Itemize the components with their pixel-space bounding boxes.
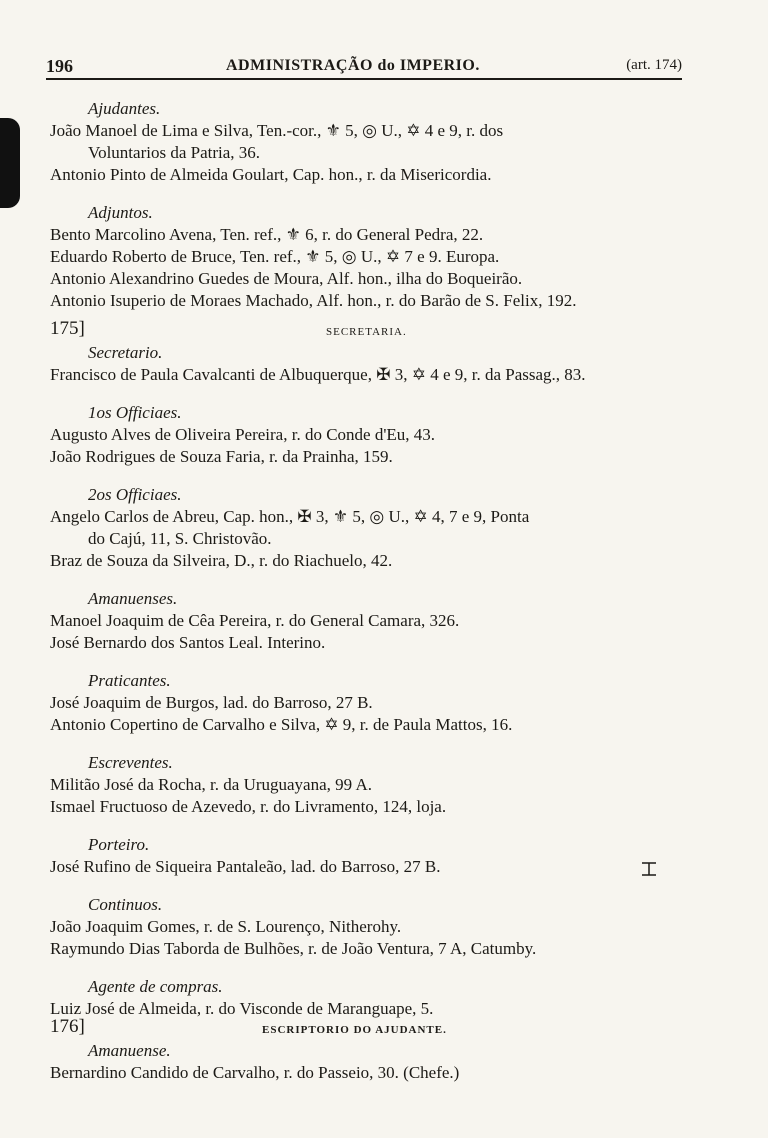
section-number xyxy=(50,1016,85,1038)
heading-continuos: Continuos. xyxy=(88,895,163,914)
entry-line: José Rufino de Siqueira Pantaleão, lad. do Barroso, 27 B. xyxy=(50,857,441,876)
section-number-175: 175] xyxy=(50,318,85,339)
entry-line: Antonio Pinto de Almeida Goulart, Cap. hon., r. da Misericordia. xyxy=(50,165,492,184)
heading-praticantes: Praticantes. xyxy=(88,671,171,690)
entry-line: Voluntarios da Patria, 36. xyxy=(88,143,261,162)
entry-line: João Joaquim Gomes, r. de S. Lourenço, Nitherohy. xyxy=(50,917,402,936)
heading-officiaes-2: 2os Officiaes. xyxy=(88,485,182,504)
section-title-secretaria: SECRETARIA. xyxy=(326,326,407,338)
section-number-176: 176] xyxy=(50,1016,85,1037)
page-number: 196 xyxy=(46,56,73,76)
entry-line: Bernardino Candido de Carvalho, r. do Passeio, 30. (Chefe.) xyxy=(50,1063,460,1082)
entry-line: do Cajú, 11, S. Christovão. xyxy=(88,529,272,548)
entry-line: Antonio Copertino de Carvalho e Silva, ✡ 9, r. de Paula Mattos, 16. xyxy=(50,715,513,734)
entry-line: Raymundo Dias Taborda de Bulhões, r. de João Ventura, 7 A, Catumby. xyxy=(50,939,537,958)
entry-line: José Joaquim de Burgos, lad. do Barroso, 27 B. xyxy=(50,693,373,712)
section-number xyxy=(50,318,85,340)
entry-line: Braz de Souza da Silveira, D., r. do Riachuelo, 42. xyxy=(50,551,393,570)
heading-porteiro: Porteiro. xyxy=(88,835,150,854)
running-title: ADMINISTRAÇÃO do IMPERIO. xyxy=(226,57,480,74)
entry-line: Bento Marcolino Avena, Ten. ref., ⚜ 6, r. do General Pedra, 22. xyxy=(50,225,484,244)
entry-line: Augusto Alves de Oliveira Pereira, r. do Conde d'Eu, 43. xyxy=(50,425,436,444)
entry-line: Ismael Fructuoso de Azevedo, r. do Livramento, 124, loja. xyxy=(50,797,447,816)
binding-shadow xyxy=(0,118,20,208)
entry-line: João Rodrigues de Souza Faria, r. da Prainha, 159. xyxy=(50,447,393,466)
heading-secretario: Secretario. xyxy=(88,343,163,362)
page-header xyxy=(46,52,682,80)
printer-mark-icon xyxy=(640,860,658,878)
heading-adjuntos: Adjuntos. xyxy=(88,203,153,222)
heading-ajudantes: Ajudantes. xyxy=(88,99,161,118)
entry-line: Angelo Carlos de Abreu, Cap. hon., ✠ 3, ⚜ 5, ◎ U., ✡ 4, 7 e 9, Ponta xyxy=(50,507,530,526)
article-reference: (art. 174) xyxy=(626,57,682,73)
section-title-escriptorio: ESCRIPTORIO DO AJUDANTE. xyxy=(262,1024,447,1036)
heading-agente-de-compras: Agente de compras. xyxy=(88,977,223,996)
heading-amanuenses: Amanuenses. xyxy=(88,589,178,608)
entry-line: Luiz José de Almeida, r. do Visconde de Maranguape, 5. xyxy=(50,999,434,1018)
entry-line: Antonio Isuperio de Moraes Machado, Alf. hon., r. do Barão de S. Felix, 192. xyxy=(50,291,577,310)
entry-line: Militão José da Rocha, r. da Uruguayana, 99 A. xyxy=(50,775,372,794)
entry-line: João Manoel de Lima e Silva, Ten.-cor., ⚜ 5, ◎ U., ✡ 4 e 9, r. dos xyxy=(50,121,504,140)
entry-line: Francisco de Paula Cavalcanti de Albuquerque, ✠ 3, ✡ 4 e 9, r. da Passag., 83. xyxy=(50,365,586,384)
heading-amanuense: Amanuense. xyxy=(88,1041,171,1060)
heading-officiaes-1: 1os Officiaes. xyxy=(88,403,182,422)
entry-line: Eduardo Roberto de Bruce, Ten. ref., ⚜ 5, ◎ U., ✡ 7 e 9. Europa. xyxy=(50,247,500,266)
heading-escreventes: Escreventes. xyxy=(88,753,173,772)
entry-line: José Bernardo dos Santos Leal. Interino. xyxy=(50,633,326,652)
entry-line: Manoel Joaquim de Cêa Pereira, r. do General Camara, 326. xyxy=(50,611,460,630)
entry-line: Antonio Alexandrino Guedes de Moura, Alf. hon., ilha do Boqueirão. xyxy=(50,269,523,288)
